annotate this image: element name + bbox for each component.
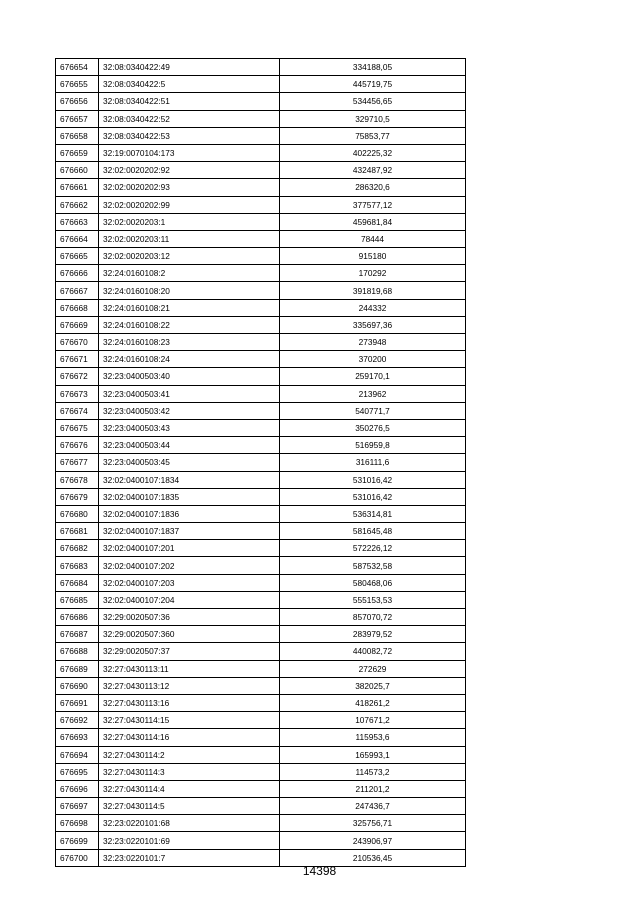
cadastral-number-cell: 32:23:0220101:7 (99, 849, 280, 866)
value-cell: 75853,77 (280, 127, 466, 144)
cadastral-number-cell: 32:29:0020507:36 (99, 609, 280, 626)
cadastral-number-cell: 32:27:0430114:16 (99, 729, 280, 746)
value-cell: 587532,58 (280, 557, 466, 574)
page-number: 14398 (302, 864, 337, 878)
value-cell: 211201,2 (280, 780, 466, 797)
row-id-cell: 676691 (56, 694, 99, 711)
table-row (56, 574, 466, 591)
table-row (56, 832, 466, 849)
cadastral-number-cell: 32:27:0430113:11 (99, 660, 280, 677)
value-cell: 350276,5 (280, 419, 466, 436)
row-id-cell: 676674 (56, 402, 99, 419)
row-id-cell: 676689 (56, 660, 99, 677)
cadastral-number-cell: 32:08:0340422:5 (99, 76, 280, 93)
cadastral-number-cell: 32:23:0400503:45 (99, 454, 280, 471)
table-row (56, 643, 466, 660)
cadastral-number-cell: 32:23:0220101:68 (99, 815, 280, 832)
table-row (56, 798, 466, 815)
cadastral-number-cell: 32:02:0400107:201 (99, 540, 280, 557)
value-cell: 247436,7 (280, 798, 466, 815)
row-id-cell: 676693 (56, 729, 99, 746)
table-row (56, 419, 466, 436)
value-cell: 78444 (280, 230, 466, 247)
table-row (56, 127, 466, 144)
value-cell: 580468,06 (280, 574, 466, 591)
value-cell: 857070,72 (280, 609, 466, 626)
data-table (55, 58, 466, 867)
table-row (56, 76, 466, 93)
value-cell: 445719,75 (280, 76, 466, 93)
cadastral-number-cell: 32:23:0400503:41 (99, 385, 280, 402)
cadastral-number-cell: 32:02:0400107:1835 (99, 488, 280, 505)
table-row (56, 59, 466, 76)
table-row (56, 660, 466, 677)
value-cell: 581645,48 (280, 523, 466, 540)
cadastral-number-cell: 32:27:0430113:16 (99, 694, 280, 711)
table-row (56, 557, 466, 574)
value-cell: 915180 (280, 248, 466, 265)
table-row (56, 110, 466, 127)
row-id-cell: 676679 (56, 488, 99, 505)
row-id-cell: 676669 (56, 316, 99, 333)
table-row (56, 282, 466, 299)
row-id-cell: 676667 (56, 282, 99, 299)
table-row (56, 609, 466, 626)
table-row (56, 265, 466, 282)
value-cell: 572226,12 (280, 540, 466, 557)
cadastral-number-cell: 32:02:0020202:99 (99, 196, 280, 213)
table-row (56, 93, 466, 110)
table-row (56, 385, 466, 402)
table-row (56, 402, 466, 419)
row-id-cell: 676656 (56, 93, 99, 110)
cadastral-number-cell: 32:24:0160108:20 (99, 282, 280, 299)
row-id-cell: 676678 (56, 471, 99, 488)
value-cell: 531016,42 (280, 471, 466, 488)
value-cell: 536314,81 (280, 505, 466, 522)
cadastral-number-cell: 32:02:0400107:202 (99, 557, 280, 574)
cadastral-number-cell: 32:02:0020202:93 (99, 179, 280, 196)
row-id-cell: 676699 (56, 832, 99, 849)
table-row (56, 179, 466, 196)
row-id-cell: 676665 (56, 248, 99, 265)
row-id-cell: 676681 (56, 523, 99, 540)
row-id-cell: 676657 (56, 110, 99, 127)
value-cell: 418261,2 (280, 694, 466, 711)
value-cell: 540771,7 (280, 402, 466, 419)
row-id-cell: 676695 (56, 763, 99, 780)
cadastral-number-cell: 32:02:0400107:1834 (99, 471, 280, 488)
cadastral-number-cell: 32:02:0400107:203 (99, 574, 280, 591)
cadastral-number-cell: 32:27:0430114:4 (99, 780, 280, 797)
cadastral-number-cell: 32:27:0430114:5 (99, 798, 280, 815)
cadastral-number-cell: 32:19:0070104:173 (99, 144, 280, 161)
value-cell: 316111,6 (280, 454, 466, 471)
cadastral-number-cell: 32:24:0160108:2 (99, 265, 280, 282)
row-id-cell: 676688 (56, 643, 99, 660)
row-id-cell: 676698 (56, 815, 99, 832)
row-id-cell: 676666 (56, 265, 99, 282)
table-row (56, 471, 466, 488)
table-row (56, 763, 466, 780)
value-cell: 107671,2 (280, 712, 466, 729)
value-cell: 259170,1 (280, 368, 466, 385)
row-id-cell: 676659 (56, 144, 99, 161)
cadastral-number-cell: 32:23:0400503:42 (99, 402, 280, 419)
table-row (56, 626, 466, 643)
value-cell: 391819,68 (280, 282, 466, 299)
table-row (56, 368, 466, 385)
value-cell: 273948 (280, 334, 466, 351)
row-id-cell: 676686 (56, 609, 99, 626)
row-id-cell: 676662 (56, 196, 99, 213)
table-row (56, 144, 466, 161)
table-body (56, 59, 466, 867)
row-id-cell: 676684 (56, 574, 99, 591)
cadastral-number-cell: 32:08:0340422:52 (99, 110, 280, 127)
table-row (56, 488, 466, 505)
value-cell: 325756,71 (280, 815, 466, 832)
value-cell: 283979,52 (280, 626, 466, 643)
table-row (56, 437, 466, 454)
value-cell: 272629 (280, 660, 466, 677)
row-id-cell: 676687 (56, 626, 99, 643)
cadastral-number-cell: 32:02:0400107:1836 (99, 505, 280, 522)
value-cell: 534456,65 (280, 93, 466, 110)
row-id-cell: 676655 (56, 76, 99, 93)
row-id-cell: 676658 (56, 127, 99, 144)
cadastral-number-cell: 32:02:0020203:11 (99, 230, 280, 247)
value-cell: 165993,1 (280, 746, 466, 763)
row-id-cell: 676685 (56, 591, 99, 608)
value-cell: 213962 (280, 385, 466, 402)
cadastral-number-cell: 32:02:0400107:1837 (99, 523, 280, 540)
cadastral-number-cell: 32:08:0340422:49 (99, 59, 280, 76)
table-row (56, 815, 466, 832)
table-row (56, 334, 466, 351)
cadastral-number-cell: 32:24:0160108:23 (99, 334, 280, 351)
row-id-cell: 676682 (56, 540, 99, 557)
value-cell: 115953,6 (280, 729, 466, 746)
row-id-cell: 676673 (56, 385, 99, 402)
row-id-cell: 676680 (56, 505, 99, 522)
cadastral-number-cell: 32:02:0020202:92 (99, 162, 280, 179)
row-id-cell: 676663 (56, 213, 99, 230)
value-cell: 243906,97 (280, 832, 466, 849)
table-row (56, 505, 466, 522)
value-cell: 335697,36 (280, 316, 466, 333)
value-cell: 459681,84 (280, 213, 466, 230)
row-id-cell: 676676 (56, 437, 99, 454)
value-cell: 286320,6 (280, 179, 466, 196)
table-row (56, 162, 466, 179)
value-cell: 531016,42 (280, 488, 466, 505)
cadastral-number-cell: 32:27:0430113:12 (99, 677, 280, 694)
row-id-cell: 676661 (56, 179, 99, 196)
table-row (56, 196, 466, 213)
value-cell: 516959,8 (280, 437, 466, 454)
table-row (56, 540, 466, 557)
value-cell: 432487,92 (280, 162, 466, 179)
cadastral-number-cell: 32:23:0400503:44 (99, 437, 280, 454)
row-id-cell: 676672 (56, 368, 99, 385)
table-row (56, 677, 466, 694)
row-id-cell: 676696 (56, 780, 99, 797)
value-cell: 382025,7 (280, 677, 466, 694)
cadastral-number-cell: 32:29:0020507:37 (99, 643, 280, 660)
value-cell: 210536,45 (280, 849, 466, 866)
table-row (56, 248, 466, 265)
cadastral-number-cell: 32:24:0160108:24 (99, 351, 280, 368)
cadastral-number-cell: 32:27:0430114:15 (99, 712, 280, 729)
table-row (56, 213, 466, 230)
table-row (56, 591, 466, 608)
cadastral-number-cell: 32:08:0340422:51 (99, 93, 280, 110)
row-id-cell: 676668 (56, 299, 99, 316)
cadastral-number-cell: 32:29:0020507:360 (99, 626, 280, 643)
value-cell: 334188,05 (280, 59, 466, 76)
table-row (56, 230, 466, 247)
cadastral-number-cell: 32:02:0020203:1 (99, 213, 280, 230)
cadastral-number-cell: 32:23:0220101:69 (99, 832, 280, 849)
row-id-cell: 676664 (56, 230, 99, 247)
table-row (56, 729, 466, 746)
row-id-cell: 676654 (56, 59, 99, 76)
value-cell: 329710,5 (280, 110, 466, 127)
cadastral-number-cell: 32:24:0160108:21 (99, 299, 280, 316)
value-cell: 402225,32 (280, 144, 466, 161)
cadastral-number-cell: 32:02:0400107:204 (99, 591, 280, 608)
table-row (56, 299, 466, 316)
row-id-cell: 676694 (56, 746, 99, 763)
row-id-cell: 676692 (56, 712, 99, 729)
cadastral-number-cell: 32:24:0160108:22 (99, 316, 280, 333)
table-row (56, 712, 466, 729)
value-cell: 244332 (280, 299, 466, 316)
value-cell: 114573,2 (280, 763, 466, 780)
table-row (56, 316, 466, 333)
row-id-cell: 676690 (56, 677, 99, 694)
cadastral-number-cell: 32:23:0400503:43 (99, 419, 280, 436)
row-id-cell: 676675 (56, 419, 99, 436)
row-id-cell: 676660 (56, 162, 99, 179)
row-id-cell: 676671 (56, 351, 99, 368)
cadastral-number-cell: 32:23:0400503:40 (99, 368, 280, 385)
value-cell: 377577,12 (280, 196, 466, 213)
cadastral-number-cell: 32:27:0430114:3 (99, 763, 280, 780)
cadastral-number-cell: 32:02:0020203:12 (99, 248, 280, 265)
value-cell: 170292 (280, 265, 466, 282)
table-row (56, 454, 466, 471)
value-cell: 440082,72 (280, 643, 466, 660)
value-cell: 555153,53 (280, 591, 466, 608)
row-id-cell: 676700 (56, 849, 99, 866)
cadastral-number-cell: 32:27:0430114:2 (99, 746, 280, 763)
table-row (56, 780, 466, 797)
value-cell: 370200 (280, 351, 466, 368)
table-row (56, 523, 466, 540)
table-row (56, 351, 466, 368)
row-id-cell: 676683 (56, 557, 99, 574)
table-row (56, 746, 466, 763)
table-row (56, 694, 466, 711)
cadastral-number-cell: 32:08:0340422:53 (99, 127, 280, 144)
row-id-cell: 676670 (56, 334, 99, 351)
row-id-cell: 676677 (56, 454, 99, 471)
row-id-cell: 676697 (56, 798, 99, 815)
